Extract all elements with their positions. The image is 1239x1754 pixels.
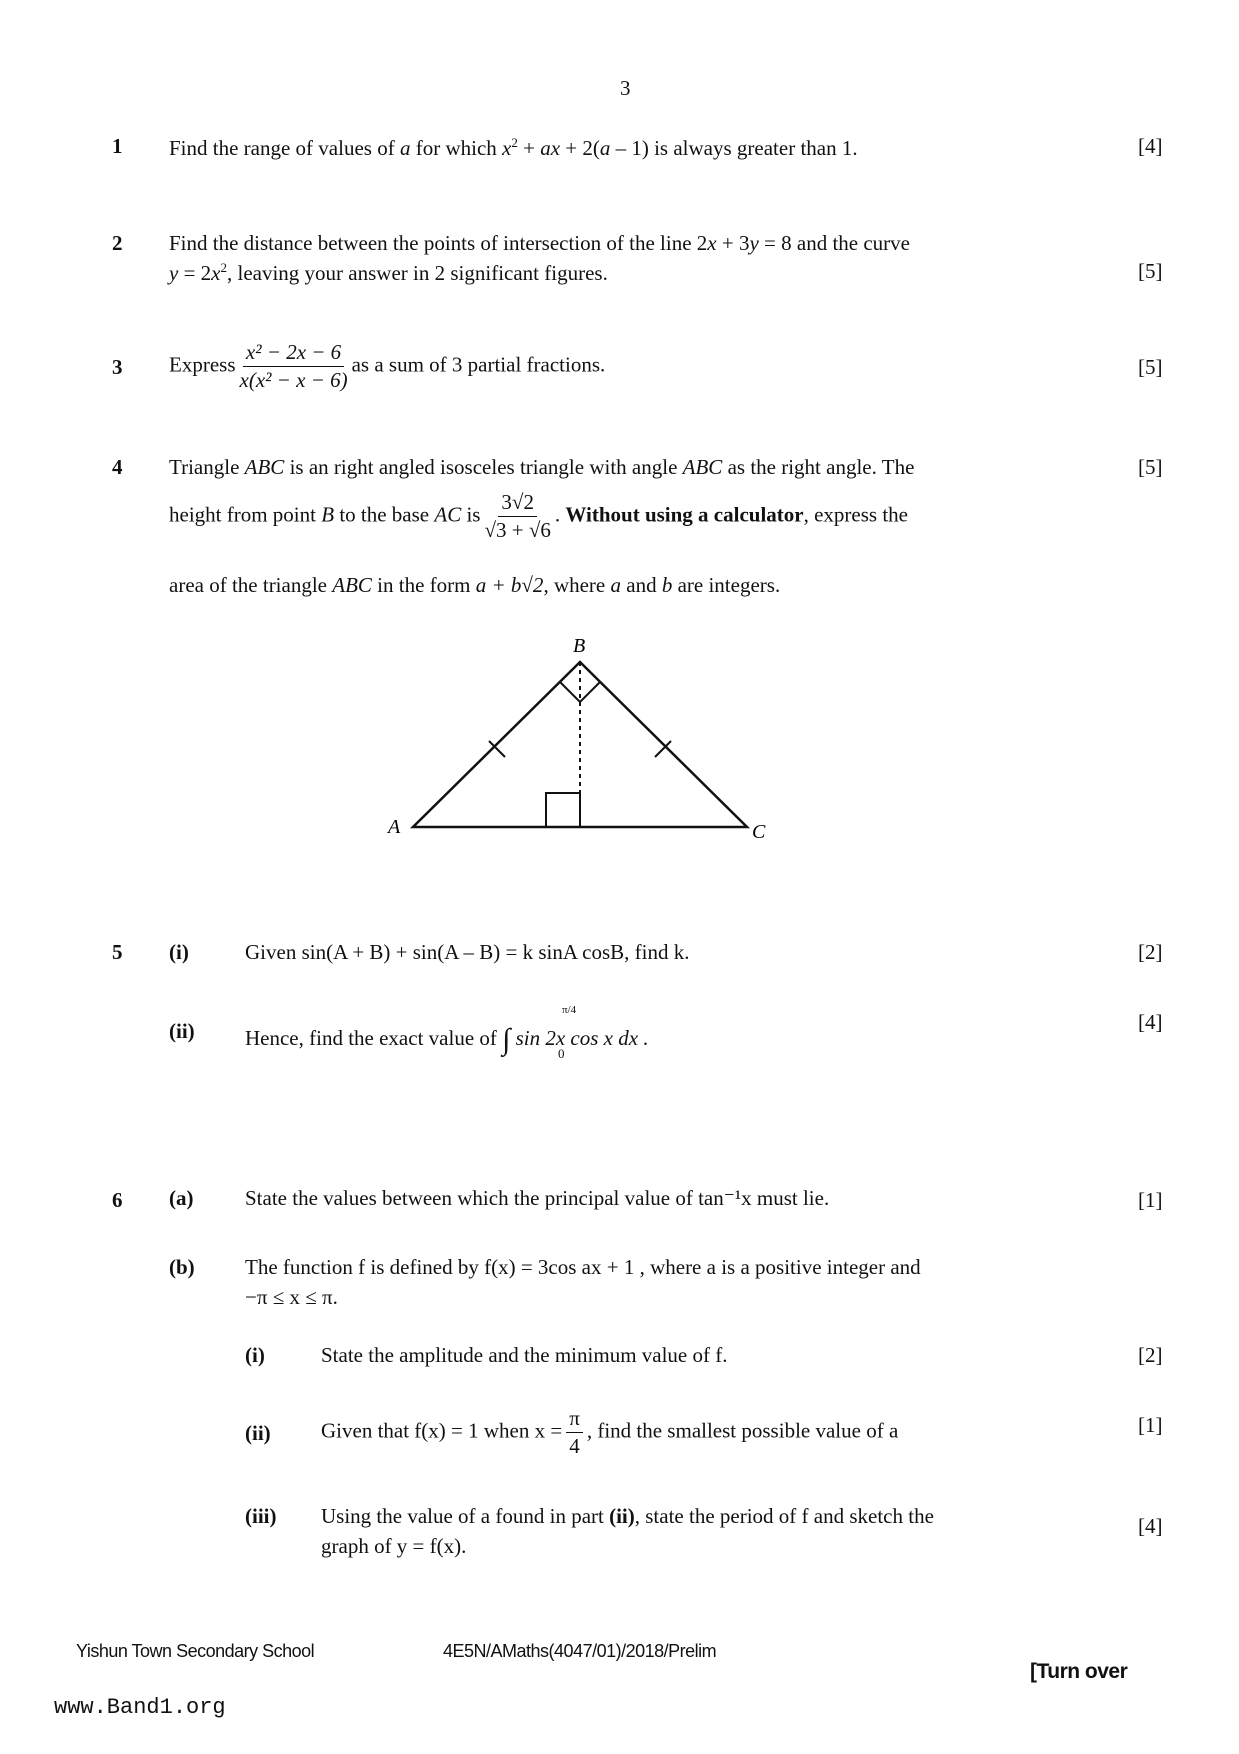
question-2-line-1: Find the distance between the points of intersection of the line 2x + 3y = 8 and the curve [169, 231, 910, 255]
question-4-line-2: height from point B to the base AC is $\frac{3√2}{√3 + √6}$ . Without using a calculator, express the [169, 490, 908, 542]
question-2-line-2: $y = 2x^2$, leaving your answer in 2 significant figures. [169, 260, 608, 285]
question-6b-line-1: The function f is defined by f(x) = 3cos ax + 1 , where a is a positive integer and [245, 1255, 921, 1279]
part-b-ii-label: (ii) [245, 1421, 271, 1445]
page-number: 3 [620, 76, 631, 100]
fraction: $\frac{\text{x² − 2x − 6}}{\text{x(x² − x − 6)}}$ [239, 340, 348, 392]
question-6bii-text: Given that f(x) = 1 when x = $\frac{\pi}{4}$ , find the smallest possible value of a [321, 1406, 899, 1458]
part-i-label: (i) [169, 940, 189, 964]
question-4-marks: [5] [1138, 455, 1163, 479]
question-5ii-text: Hence, find the exact value of ∫ π/4 0 sin 2x cos x dx . [245, 1004, 649, 1061]
footer-paper-code: 4E5N/AMaths(4047/01)/2018/Prelim [443, 1641, 717, 1661]
part-b-i-label: (i) [245, 1343, 265, 1367]
question-6b-line-2: −π ≤ x ≤ π. [245, 1285, 338, 1309]
question-6bi-marks: [2] [1138, 1343, 1163, 1367]
watermark-site: www.Band1.org [54, 1695, 226, 1720]
part-ii-label: (ii) [169, 1019, 195, 1043]
question-6bi-text: State the amplitude and the minimum value of f. [321, 1343, 728, 1367]
question-6a-marks: [1] [1138, 1188, 1163, 1212]
footer-school: Yishun Town Secondary School [76, 1641, 315, 1661]
question-1-text: Find the range of values of a for which $x^2$ + ax + 2(a – 1) is always greater than 1. [169, 135, 858, 160]
question-6a-text: State the values between which the principal value of tan⁻¹x must lie. [245, 1186, 830, 1210]
question-1-number: 1 [112, 134, 123, 158]
part-b-label: (b) [169, 1255, 195, 1279]
vertex-label-c: C [752, 821, 766, 843]
question-2-marks: [5] [1138, 259, 1163, 283]
question-6-number: 6 [112, 1188, 123, 1212]
question-3-text: Express $\frac{\text{x² − 2x − 6}}{\text{x(x² − x − 6)}}$ as a sum of 3 partial fractions. [169, 340, 606, 392]
question-4-number: 4 [112, 455, 123, 479]
question-1-marks: [4] [1138, 134, 1163, 158]
question-6biii-line-2: graph of y = f(x). [321, 1534, 467, 1558]
question-5-number: 5 [112, 940, 123, 964]
vertex-label-b: B [573, 635, 586, 657]
question-6bii-marks: [1] [1138, 1413, 1163, 1437]
triangle-diagram [380, 630, 780, 850]
part-b-iii-label: (iii) [245, 1504, 277, 1528]
part-a-label: (a) [169, 1186, 194, 1210]
question-5ii-marks: [4] [1138, 1010, 1163, 1034]
question-4-line-1: Triangle ABC is an right angled isosceles triangle with angle ABC as the right angle. The [169, 455, 915, 479]
question-2-number: 2 [112, 231, 123, 255]
question-5i-text: Given sin(A + B) + sin(A – B) = k sinA cosB, find k. [245, 940, 690, 964]
question-4-line-3: area of the triangle ABC in the form a + b√2, where a and b are integers. [169, 573, 781, 597]
question-6biii-line-1: Using the value of a found in part (ii), state the period of f and sketch the [321, 1504, 934, 1528]
question-3-number: 3 [112, 355, 123, 379]
question-3-marks: [5] [1138, 355, 1163, 379]
vertex-label-a: A [388, 816, 401, 838]
question-6biii-marks: [4] [1138, 1514, 1163, 1538]
turn-over: [Turn over [1030, 1660, 1128, 1683]
question-5i-marks: [2] [1138, 940, 1163, 964]
